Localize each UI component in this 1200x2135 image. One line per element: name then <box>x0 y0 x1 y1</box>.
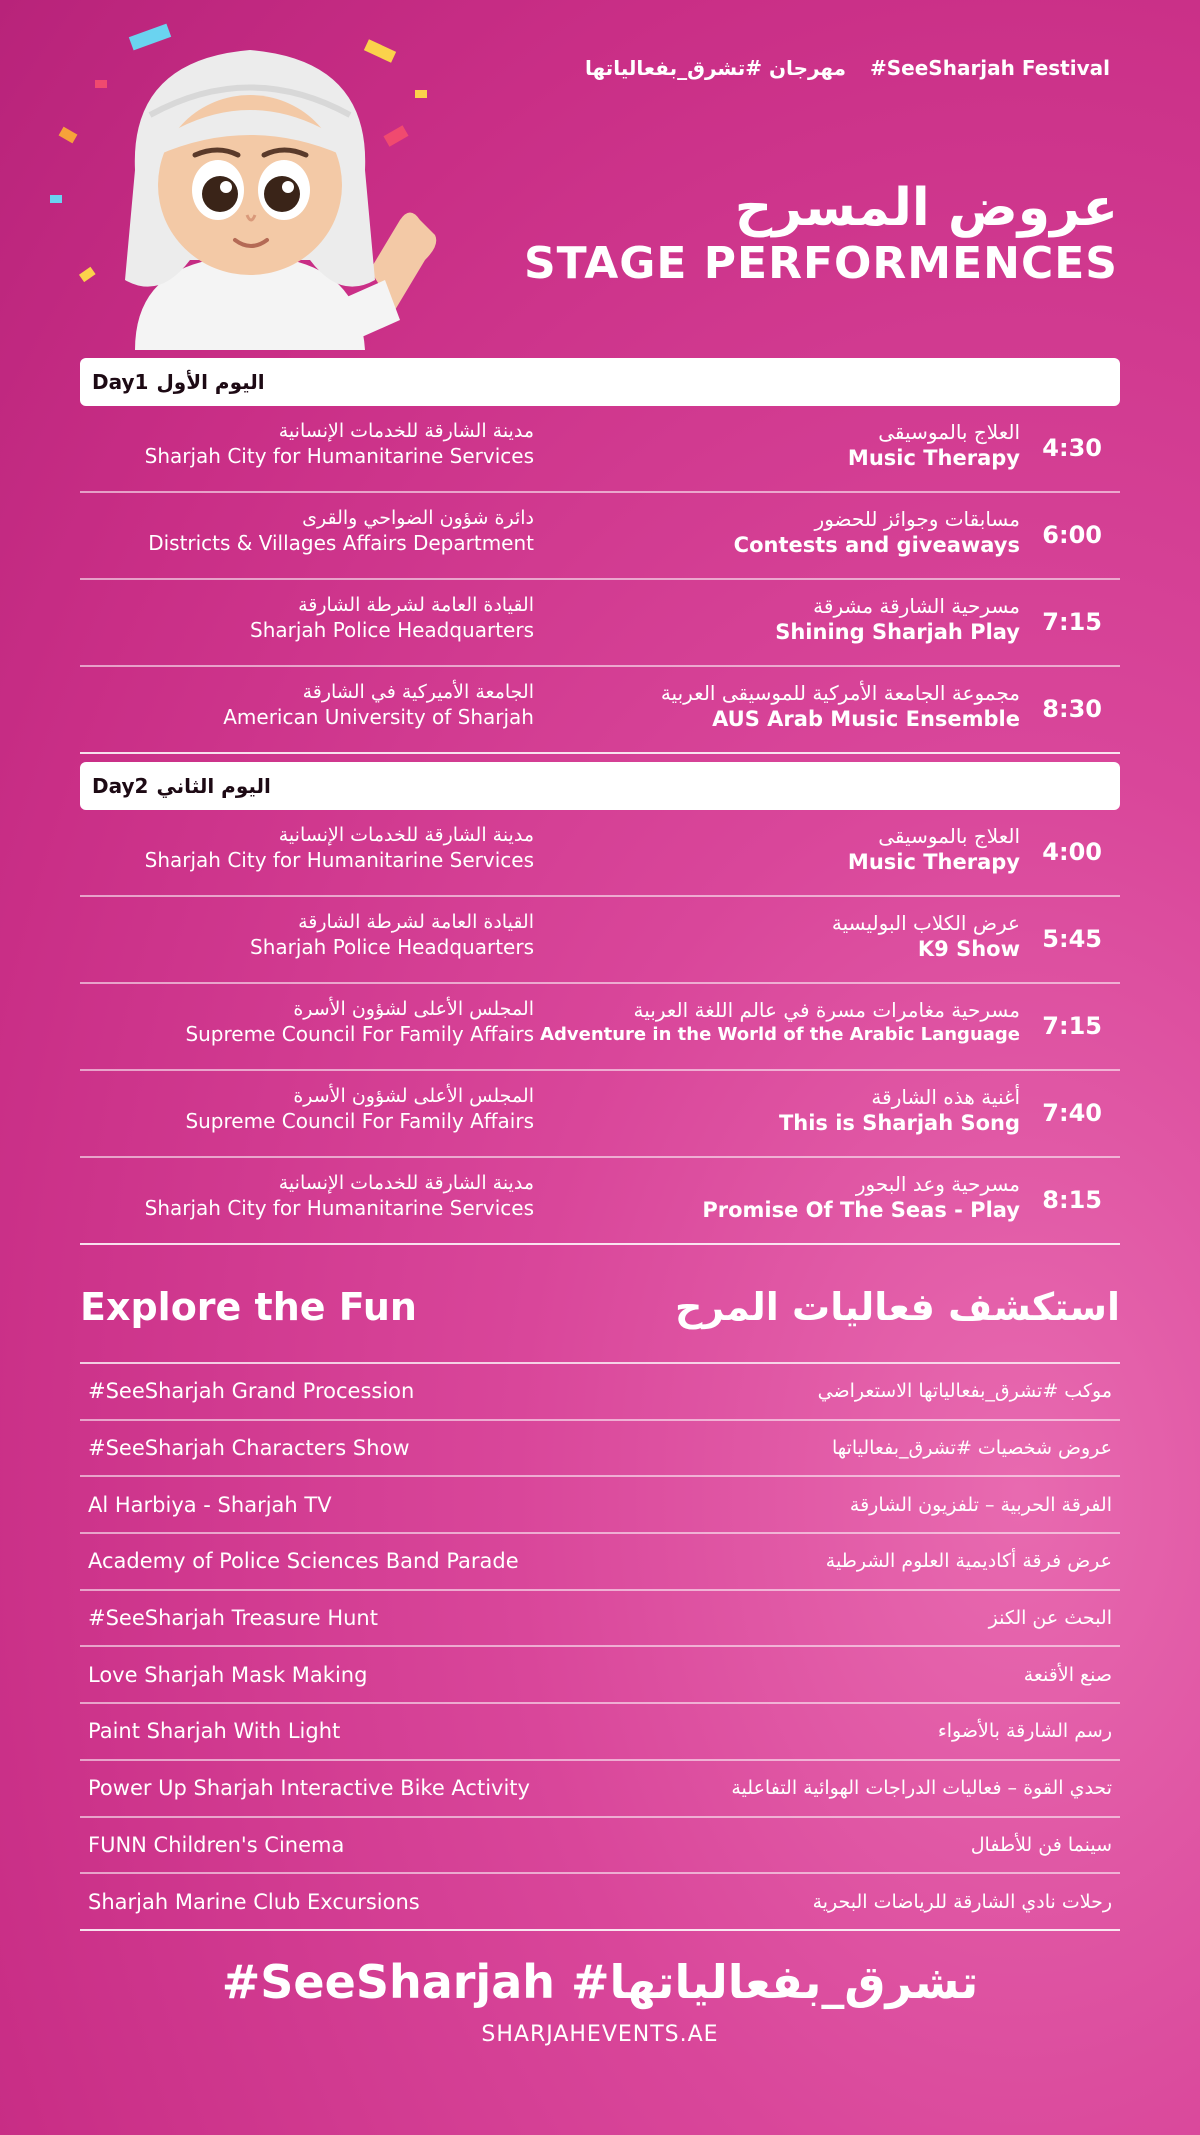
activity-ar: البحث عن الكنز <box>988 1607 1112 1630</box>
activity-ar: عروض شخصيات #تشرق_بفعالياتها <box>832 1437 1112 1460</box>
organizer-en: Sharjah Police Headquarters <box>250 935 534 959</box>
organizer-en: American University of Sharjah <box>223 705 534 729</box>
performance-en: Music Therapy <box>847 446 1020 470</box>
footer-hashtag <box>0 1955 1200 2009</box>
organizer-ar: دائرة شؤون الضواحي والقرى <box>302 507 534 529</box>
performance <box>460 507 1020 557</box>
event-time: 8:15 <box>1042 1186 1102 1214</box>
list-item <box>80 1874 1120 1931</box>
activity-en: Power Up Sharjah Interactive Bike Activity <box>88 1776 530 1801</box>
schedule-row <box>80 1071 1120 1158</box>
activity-ar: تحدي القوة – فعاليات الدراجات الهوائية التفاعلية <box>731 1777 1112 1800</box>
activity-en: Academy of Police Sciences Band Parade <box>88 1549 519 1574</box>
performance-ar: العلاج بالموسيقى <box>878 420 1020 444</box>
activity-en: Al Harbiya - Sharjah TV <box>88 1492 332 1517</box>
organizer-ar: القيادة العامة لشرطة الشارقة <box>298 594 534 616</box>
hashtag-ar: #تشرق_بفعالياتها <box>571 1955 979 2009</box>
explore-header <box>80 1285 1120 1335</box>
activity-ar: الفرقة الحربية – تلفزيون الشارقة <box>849 1493 1112 1516</box>
organizer-ar: القيادة العامة لشرطة الشارقة <box>298 911 534 933</box>
day1-schedule <box>80 358 1120 754</box>
activity-ar: رحلات نادي الشارقة للرياضات البحرية <box>812 1890 1112 1913</box>
schedule-row <box>80 493 1120 580</box>
activity-ar: رسم الشارقة بالأضواء <box>937 1720 1112 1743</box>
organizer-en: Sharjah City for Humanitarine Services <box>144 848 534 872</box>
event-time: 7:15 <box>1042 608 1102 636</box>
activity-ar: صنع الأقنعة <box>1023 1663 1112 1686</box>
explore-list <box>80 1362 1120 1931</box>
performance-en: Shining Sharjah Play <box>775 620 1020 644</box>
day1-header <box>80 358 1120 406</box>
schedule-row <box>80 897 1120 984</box>
activity-en: Love Sharjah Mask Making <box>88 1662 368 1687</box>
day-label-en: Day2 <box>92 774 149 798</box>
festival-tagline-en: #SeeSharjah Festival <box>870 56 1110 80</box>
activity-en: Paint Sharjah With Light <box>88 1719 341 1744</box>
list-item <box>80 1421 1120 1478</box>
organizer-en: Districts & Villages Affairs Department <box>148 531 534 555</box>
schedule-row <box>80 984 1120 1071</box>
event-time: 6:00 <box>1042 521 1102 549</box>
performance <box>460 594 1020 644</box>
schedule-row <box>80 1158 1120 1245</box>
mascot-character-icon <box>40 20 460 350</box>
explore-title-ar: استكشف فعاليات المرح <box>674 1285 1120 1329</box>
activity-en: #SeeSharjah Characters Show <box>88 1436 410 1461</box>
day-label-en: Day1 <box>92 370 149 394</box>
performance-ar: مسابقات وجوائز للحضور <box>814 507 1020 531</box>
list-item <box>80 1477 1120 1534</box>
list-item <box>80 1704 1120 1761</box>
list-item <box>80 1534 1120 1591</box>
performance-ar: العلاج بالموسيقى <box>878 824 1020 848</box>
organizer-ar: الجامعة الأميركية في الشارقة <box>302 681 534 703</box>
event-time: 4:30 <box>1042 434 1102 462</box>
performance-en: This is Sharjah Song <box>778 1111 1020 1135</box>
performance <box>460 911 1020 961</box>
performance-en: AUS Arab Music Ensemble <box>712 707 1020 731</box>
activity-ar: موكب #تشرق_بفعالياتها الاستعراضي <box>817 1380 1112 1403</box>
performance-en: Music Therapy <box>847 850 1020 874</box>
day-label-ar: اليوم الثاني <box>156 774 271 798</box>
list-item <box>80 1818 1120 1875</box>
hashtag-en: #SeeSharjah <box>221 1955 555 2009</box>
day2-schedule <box>80 762 1120 1245</box>
performance-ar: عرض الكلاب البوليسية <box>831 911 1020 935</box>
organizer-en: Supreme Council For Family Affairs <box>185 1022 534 1046</box>
performance <box>460 1172 1020 1222</box>
activity-en: FUNN Children's Cinema <box>88 1832 345 1857</box>
performance-en: Adventure in the World of the Arabic Language <box>540 1024 1020 1045</box>
festival-tagline-ar: مهرجان #تشرق_بفعالياتها <box>584 56 847 80</box>
performance <box>460 420 1020 470</box>
schedule-row <box>80 406 1120 493</box>
event-time: 4:00 <box>1042 838 1102 866</box>
page-title-ar: عروض المسرح <box>734 178 1118 238</box>
performance <box>460 681 1020 731</box>
event-time: 7:40 <box>1042 1099 1102 1127</box>
day-label-ar: اليوم الأول <box>156 370 265 394</box>
organizer-ar: مدينة الشارقة للخدمات الإنسانية <box>278 1172 534 1194</box>
website-link[interactable]: SHARJAHEVENTS.AE <box>481 2022 719 2047</box>
list-item <box>80 1591 1120 1648</box>
activity-ar: عرض فرقة أكاديمية العلوم الشرطية <box>825 1550 1112 1573</box>
organizer-ar: مدينة الشارقة للخدمات الإنسانية <box>278 824 534 846</box>
performance-ar: مسرحية الشارقة مشرقة <box>813 594 1020 618</box>
event-time: 5:45 <box>1042 925 1102 953</box>
performance-en: Contests and giveaways <box>733 533 1020 557</box>
schedule-row <box>80 667 1120 754</box>
organizer-en: Sharjah City for Humanitarine Services <box>144 1196 534 1220</box>
festival-tagline <box>585 56 1110 80</box>
organizer-en: Supreme Council For Family Affairs <box>185 1109 534 1133</box>
performance <box>460 998 1020 1045</box>
organizer-ar: المجلس الأعلى لشؤون الأسرة <box>293 1085 534 1107</box>
list-item <box>80 1761 1120 1818</box>
list-item <box>80 1647 1120 1704</box>
performance <box>460 1085 1020 1135</box>
page-title-en: STAGE PERFORMENCES <box>523 238 1118 289</box>
organizer-ar: مدينة الشارقة للخدمات الإنسانية <box>278 420 534 442</box>
organizer-en: Sharjah Police Headquarters <box>250 618 534 642</box>
performance-ar: مسرحية مغامرات مسرة في عالم اللغة العربية <box>633 998 1020 1022</box>
performance-en: Promise Of The Seas - Play <box>702 1198 1020 1222</box>
performance-ar: أغنية هذه الشارقة <box>871 1085 1020 1109</box>
activity-en: #SeeSharjah Treasure Hunt <box>88 1606 378 1631</box>
activity-en: Sharjah Marine Club Excursions <box>88 1889 420 1914</box>
activity-en: #SeeSharjah Grand Procession <box>88 1379 415 1404</box>
activity-ar: سينما فن للأطفال <box>970 1833 1112 1856</box>
performance-ar: مجموعة الجامعة الأمركية للموسيقى العربية <box>660 681 1020 705</box>
performance-en: K9 Show <box>917 937 1020 961</box>
performance-ar: مسرحية وعد البحور <box>855 1172 1020 1196</box>
day2-header <box>80 762 1120 810</box>
schedule-row <box>80 810 1120 897</box>
event-time: 8:30 <box>1042 695 1102 723</box>
organizer-en: Sharjah City for Humanitarine Services <box>144 444 534 468</box>
list-item <box>80 1364 1120 1421</box>
organizer-ar: المجلس الأعلى لشؤون الأسرة <box>293 998 534 1020</box>
explore-title-en: Explore the Fun <box>80 1285 417 1329</box>
event-time: 7:15 <box>1042 1012 1102 1040</box>
performance <box>460 824 1020 874</box>
schedule-row <box>80 580 1120 667</box>
